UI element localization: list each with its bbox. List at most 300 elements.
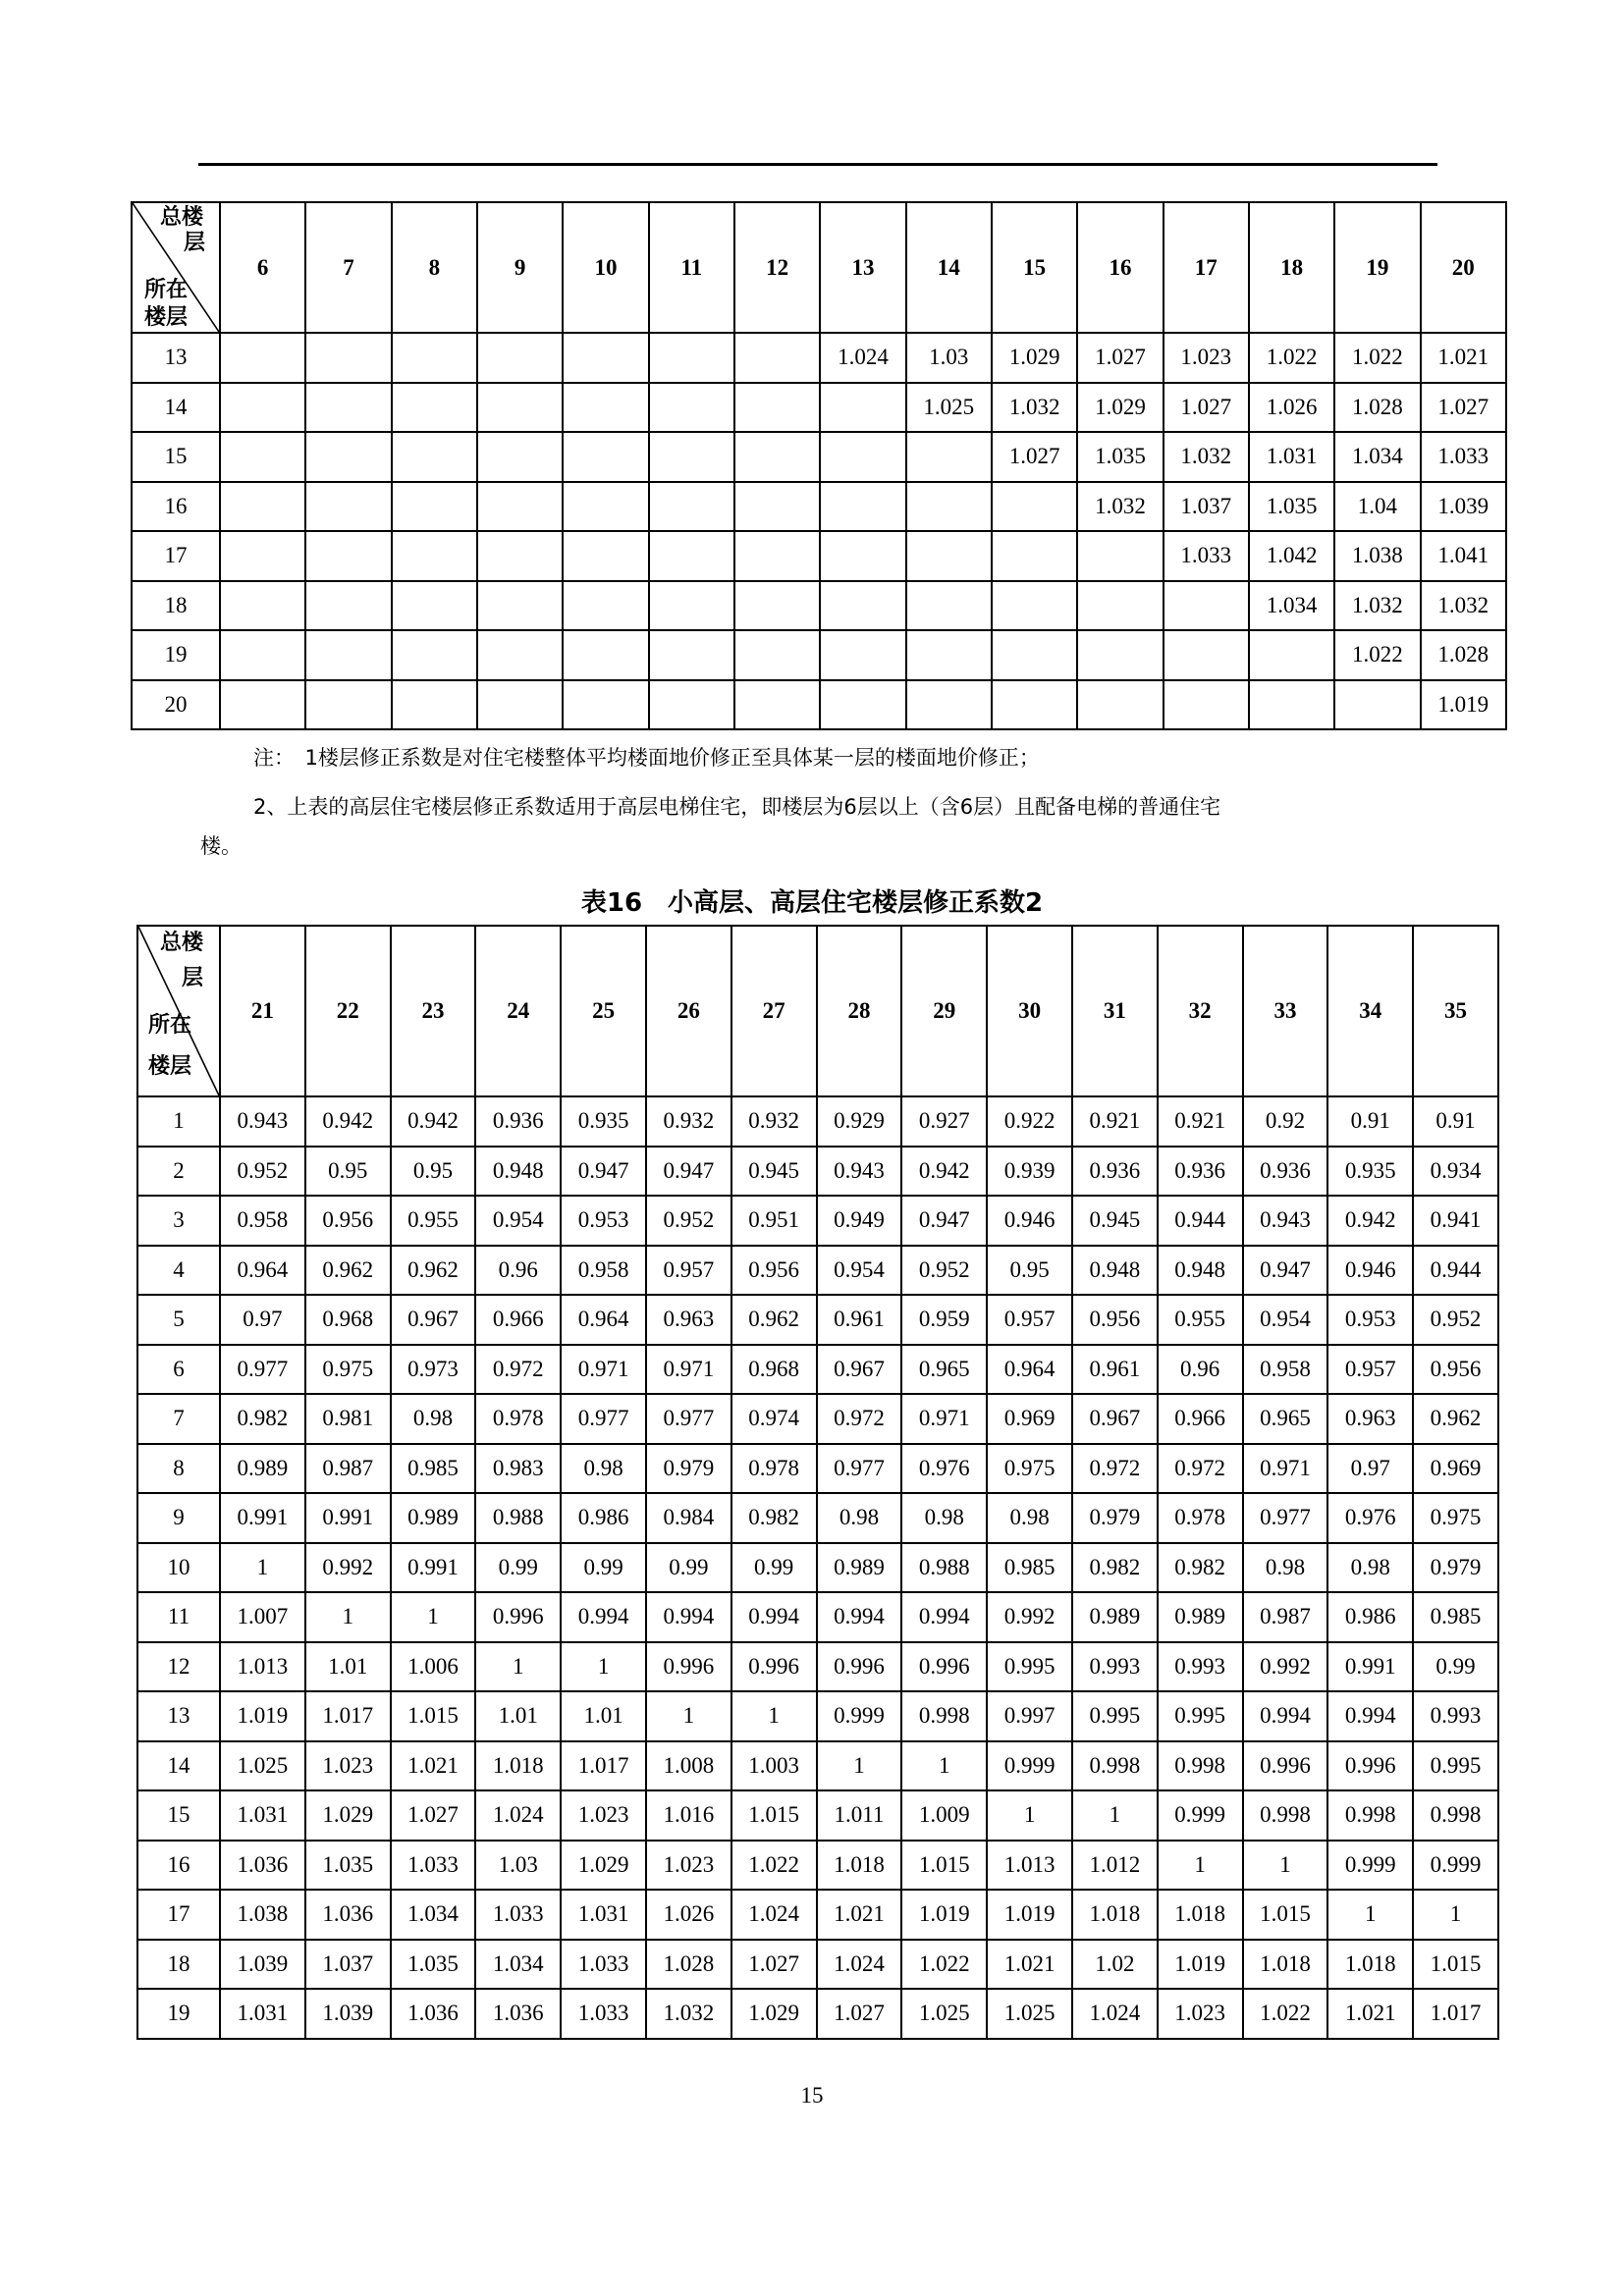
table-row xyxy=(137,1989,1498,2039)
row-header-floor: 10 xyxy=(137,1543,220,1593)
coefficient-cell: 0.979 xyxy=(646,1444,731,1494)
coefficient-cell: 1.032 xyxy=(1421,581,1506,631)
coefficient-cell: 1.021 xyxy=(1421,333,1506,383)
coefficient-cell xyxy=(392,531,477,581)
coefficient-cell: 0.978 xyxy=(731,1444,817,1494)
coefficient-cell: 1.008 xyxy=(646,1741,731,1791)
coefficient-cell: 1.022 xyxy=(1334,630,1420,680)
coefficient-cell: 0.977 xyxy=(561,1394,646,1444)
coefficient-cell xyxy=(563,432,648,482)
column-header-total-floors: 11 xyxy=(649,202,734,333)
coefficient-cell: 0.989 xyxy=(1072,1592,1158,1642)
coefficient-cell xyxy=(820,482,905,532)
coefficient-cell: 0.947 xyxy=(1243,1246,1328,1296)
coefficient-cell: 0.939 xyxy=(987,1147,1072,1197)
coefficient-cell: 0.996 xyxy=(475,1592,561,1642)
coefficient-cell: 0.996 xyxy=(646,1642,731,1692)
coefficient-cell xyxy=(820,581,905,631)
coefficient-cell: 1.03 xyxy=(475,1841,561,1891)
coefficient-cell: 1.036 xyxy=(475,1989,561,2039)
corner-label-current-floor: 所在 xyxy=(148,1013,192,1038)
header-rule xyxy=(198,163,1437,166)
coefficient-cell: 0.979 xyxy=(1413,1543,1498,1593)
coefficient-cell: 0.975 xyxy=(1413,1493,1498,1543)
coefficient-cell: 0.989 xyxy=(220,1444,305,1494)
corner-label-current-floor: 楼层 xyxy=(144,305,189,330)
coefficient-cell xyxy=(649,383,734,433)
column-header-total-floors: 35 xyxy=(1413,926,1498,1096)
coefficient-cell xyxy=(305,531,391,581)
coefficient-cell: 0.991 xyxy=(391,1543,476,1593)
coefficient-cell: 0.999 xyxy=(987,1741,1072,1791)
coefficient-cell: 1.027 xyxy=(731,1940,817,1990)
table-row xyxy=(137,1691,1498,1741)
table-row xyxy=(137,1940,1498,1990)
row-header-floor: 18 xyxy=(137,1940,220,1990)
column-header-total-floors: 14 xyxy=(906,202,992,333)
coefficient-cell: 0.971 xyxy=(901,1394,987,1444)
table-row xyxy=(137,1196,1498,1246)
coefficient-cell: 0.989 xyxy=(817,1543,902,1593)
coefficient-cell: 1.035 xyxy=(305,1841,391,1891)
coefficient-cell xyxy=(649,531,734,581)
table-row xyxy=(137,1890,1498,1940)
coefficient-cell: 1.027 xyxy=(817,1989,902,2039)
coefficient-cell xyxy=(649,581,734,631)
coefficient-cell xyxy=(392,680,477,730)
coefficient-cell: 1.035 xyxy=(1249,482,1334,532)
coefficient-cell: 1.032 xyxy=(1334,581,1420,631)
coefficient-cell: 1.02 xyxy=(1072,1940,1158,1990)
row-header-floor: 14 xyxy=(137,1741,220,1791)
coefficient-cell: 0.942 xyxy=(305,1096,391,1147)
coefficient-cell: 1.017 xyxy=(305,1691,391,1741)
table-row xyxy=(137,1790,1498,1841)
row-header-floor: 8 xyxy=(137,1444,220,1494)
coefficient-cell: 1.018 xyxy=(1072,1890,1158,1940)
coefficient-cell: 0.994 xyxy=(646,1592,731,1642)
coefficient-cell: 1.024 xyxy=(475,1790,561,1841)
coefficient-cell xyxy=(220,432,305,482)
coefficient-cell xyxy=(477,630,563,680)
coefficient-cell: 0.943 xyxy=(1243,1196,1328,1246)
coefficient-cell: 1.022 xyxy=(1243,1989,1328,2039)
coefficient-cell: 1.01 xyxy=(475,1691,561,1741)
coefficient-cell: 1.031 xyxy=(1249,432,1334,482)
coefficient-cell: 0.952 xyxy=(1413,1295,1498,1345)
coefficient-cell: 0.932 xyxy=(646,1096,731,1147)
coefficient-cell: 1.019 xyxy=(987,1890,1072,1940)
coefficient-cell: 1.031 xyxy=(561,1890,646,1940)
coefficient-cell: 1.023 xyxy=(561,1790,646,1841)
row-header-floor: 16 xyxy=(137,1841,220,1891)
coefficient-cell: 0.993 xyxy=(1413,1691,1498,1741)
column-header-total-floors: 18 xyxy=(1249,202,1334,333)
column-header-total-floors: 32 xyxy=(1158,926,1243,1096)
coefficient-cell: 1.013 xyxy=(220,1642,305,1692)
row-header-floor: 9 xyxy=(137,1493,220,1543)
coefficient-cell: 0.947 xyxy=(901,1196,987,1246)
coefficient-cell: 1.015 xyxy=(901,1841,987,1891)
coefficient-cell: 0.988 xyxy=(475,1493,561,1543)
row-header-floor: 15 xyxy=(137,1790,220,1841)
coefficient-cell: 0.969 xyxy=(1413,1444,1498,1494)
coefficient-cell: 1.013 xyxy=(987,1841,1072,1891)
coefficient-cell xyxy=(220,581,305,631)
coefficient-cell xyxy=(992,680,1077,730)
coefficient-cell: 1.032 xyxy=(646,1989,731,2039)
coefficient-cell: 0.982 xyxy=(731,1493,817,1543)
coefficient-cell: 1.034 xyxy=(391,1890,476,1940)
coefficient-cell: 0.996 xyxy=(731,1642,817,1692)
coefficient-cell: 0.952 xyxy=(901,1246,987,1296)
coefficient-cell: 1.035 xyxy=(1077,432,1163,482)
coefficient-cell: 1.015 xyxy=(1243,1890,1328,1940)
coefficient-cell: 1.039 xyxy=(220,1940,305,1990)
coefficient-cell: 1 xyxy=(1072,1790,1158,1841)
coefficient-cell xyxy=(734,630,820,680)
coefficient-cell: 0.95 xyxy=(987,1246,1072,1296)
coefficient-cell: 0.945 xyxy=(1072,1196,1158,1246)
coefficient-cell xyxy=(220,630,305,680)
coefficient-cell xyxy=(649,680,734,730)
coefficient-cell: 1.021 xyxy=(391,1741,476,1791)
coefficient-cell: 0.994 xyxy=(901,1592,987,1642)
coefficient-cell: 0.997 xyxy=(987,1691,1072,1741)
column-header-total-floors: 16 xyxy=(1077,202,1163,333)
row-header-floor: 15 xyxy=(132,432,220,482)
coefficient-cell xyxy=(906,432,992,482)
coefficient-cell xyxy=(305,680,391,730)
coefficient-cell: 0.959 xyxy=(901,1295,987,1345)
coefficient-cell: 0.943 xyxy=(817,1147,902,1197)
coefficient-cell: 0.977 xyxy=(646,1394,731,1444)
row-header-floor: 13 xyxy=(132,333,220,383)
coefficient-cell: 0.921 xyxy=(1072,1096,1158,1147)
coefficient-cell: 0.961 xyxy=(1072,1345,1158,1395)
coefficient-cell: 0.98 xyxy=(817,1493,902,1543)
coefficient-cell: 0.99 xyxy=(1413,1642,1498,1692)
coefficient-cell xyxy=(820,531,905,581)
column-header-total-floors: 21 xyxy=(220,926,305,1096)
coefficient-cell xyxy=(392,432,477,482)
coefficient-cell: 0.972 xyxy=(1158,1444,1243,1494)
coefficient-cell xyxy=(563,333,648,383)
coefficient-cell: 1.034 xyxy=(475,1940,561,1990)
row-header-floor: 19 xyxy=(132,630,220,680)
table-row xyxy=(137,1741,1498,1791)
coefficient-cell: 0.98 xyxy=(1327,1543,1413,1593)
coefficient-cell: 0.91 xyxy=(1327,1096,1413,1147)
row-header-floor: 12 xyxy=(137,1642,220,1692)
coefficient-cell: 0.982 xyxy=(220,1394,305,1444)
coefficient-cell: 0.963 xyxy=(646,1295,731,1345)
coefficient-cell: 0.992 xyxy=(987,1592,1072,1642)
row-header-floor: 5 xyxy=(137,1295,220,1345)
coefficient-cell: 1.038 xyxy=(220,1890,305,1940)
coefficient-cell: 1.034 xyxy=(1249,581,1334,631)
coefficient-cell: 1.006 xyxy=(391,1642,476,1692)
column-header-total-floors: 13 xyxy=(820,202,905,333)
coefficient-cell: 0.964 xyxy=(220,1246,305,1296)
coefficient-cell xyxy=(649,482,734,532)
coefficient-cell: 0.98 xyxy=(391,1394,476,1444)
coefficient-cell: 0.954 xyxy=(475,1196,561,1246)
row-header-floor: 18 xyxy=(132,581,220,631)
coefficient-cell: 1.022 xyxy=(901,1940,987,1990)
column-header-total-floors: 15 xyxy=(992,202,1077,333)
coefficient-cell: 0.955 xyxy=(1158,1295,1243,1345)
coefficient-cell: 1.01 xyxy=(305,1642,391,1692)
coefficient-cell: 1.027 xyxy=(1164,383,1249,433)
table-row xyxy=(132,432,1506,482)
coefficient-cell xyxy=(906,482,992,532)
coefficient-cell: 0.993 xyxy=(1072,1642,1158,1692)
coefficient-cell: 0.98 xyxy=(561,1444,646,1494)
coefficient-cell: 1 xyxy=(731,1691,817,1741)
coefficient-cell: 1.036 xyxy=(391,1989,476,2039)
row-header-floor: 20 xyxy=(132,680,220,730)
coefficient-cell xyxy=(563,581,648,631)
coefficient-cell: 0.957 xyxy=(987,1295,1072,1345)
column-header-total-floors: 34 xyxy=(1327,926,1413,1096)
coefficient-cell: 0.936 xyxy=(1072,1147,1158,1197)
coefficient-cell: 1.011 xyxy=(817,1790,902,1841)
table-row xyxy=(132,531,1506,581)
coefficient-cell: 0.973 xyxy=(391,1345,476,1395)
corner-label-total-floors: 层 xyxy=(182,966,204,990)
row-header-floor: 4 xyxy=(137,1246,220,1296)
coefficient-cell: 1.003 xyxy=(731,1741,817,1791)
coefficient-cell: 0.972 xyxy=(817,1394,902,1444)
coefficient-cell: 0.98 xyxy=(1243,1543,1328,1593)
column-header-total-floors: 25 xyxy=(561,926,646,1096)
coefficient-cell: 1.019 xyxy=(901,1890,987,1940)
coefficient-cell: 1.018 xyxy=(1158,1890,1243,1940)
coefficient-cell: 0.975 xyxy=(305,1345,391,1395)
coefficient-cell: 0.942 xyxy=(391,1096,476,1147)
coefficient-cell xyxy=(820,630,905,680)
coefficient-cell: 0.944 xyxy=(1158,1196,1243,1246)
coefficient-cell xyxy=(220,680,305,730)
coefficient-cell: 0.998 xyxy=(901,1691,987,1741)
coefficient-cell xyxy=(734,383,820,433)
coefficient-cell: 1.028 xyxy=(1421,630,1506,680)
coefficient-cell: 0.996 xyxy=(817,1642,902,1692)
column-header-total-floors: 24 xyxy=(475,926,561,1096)
coefficient-cell xyxy=(220,482,305,532)
coefficient-cell: 0.96 xyxy=(1158,1345,1243,1395)
coefficient-cell: 0.936 xyxy=(1158,1147,1243,1197)
coefficient-cell: 1.031 xyxy=(220,1790,305,1841)
coefficient-cell: 1 xyxy=(220,1543,305,1593)
coefficient-cell: 1.039 xyxy=(305,1989,391,2039)
coefficient-cell: 0.972 xyxy=(475,1345,561,1395)
coefficient-cell: 1.025 xyxy=(901,1989,987,2039)
coefficient-cell xyxy=(1164,630,1249,680)
coefficient-cell: 0.963 xyxy=(1327,1394,1413,1444)
coefficient-cell: 1.033 xyxy=(1421,432,1506,482)
corner-header-cell xyxy=(132,202,220,333)
coefficient-cell: 0.995 xyxy=(1413,1741,1498,1791)
coefficient-cell: 1.039 xyxy=(1421,482,1506,532)
coefficient-cell xyxy=(392,581,477,631)
coefficient-cell: 0.967 xyxy=(391,1295,476,1345)
coefficient-cell: 0.962 xyxy=(305,1246,391,1296)
coefficient-cell: 1.036 xyxy=(220,1841,305,1891)
coefficient-cell: 1.024 xyxy=(817,1940,902,1990)
coefficient-cell: 0.96 xyxy=(475,1246,561,1296)
coefficient-cell: 0.999 xyxy=(817,1691,902,1741)
coefficient-cell: 1.012 xyxy=(1072,1841,1158,1891)
coefficient-cell: 0.999 xyxy=(1413,1841,1498,1891)
coefficient-cell xyxy=(734,432,820,482)
coefficient-cell: 1.018 xyxy=(475,1741,561,1791)
coefficient-cell: 0.985 xyxy=(987,1543,1072,1593)
column-header-total-floors: 28 xyxy=(817,926,902,1096)
coefficient-cell: 0.92 xyxy=(1243,1096,1328,1147)
coefficient-cell: 1.041 xyxy=(1421,531,1506,581)
coefficient-cell xyxy=(477,680,563,730)
table-row xyxy=(132,630,1506,680)
coefficient-cell: 0.958 xyxy=(1243,1345,1328,1395)
coefficient-cell: 0.969 xyxy=(987,1394,1072,1444)
coefficient-cell: 1.03 xyxy=(906,333,992,383)
coefficient-cell: 0.97 xyxy=(220,1295,305,1345)
coefficient-cell: 1.027 xyxy=(1077,333,1163,383)
row-header-floor: 2 xyxy=(137,1147,220,1197)
coefficient-cell xyxy=(477,482,563,532)
coefficient-cell: 0.944 xyxy=(1413,1246,1498,1296)
coefficient-cell: 1.029 xyxy=(731,1989,817,2039)
coefficient-cell: 1.038 xyxy=(1334,531,1420,581)
table-row xyxy=(132,333,1506,383)
coefficient-cell xyxy=(992,531,1077,581)
floor-coefficient-table-2 xyxy=(136,925,1499,2040)
coefficient-cell xyxy=(392,333,477,383)
coefficient-cell xyxy=(392,383,477,433)
coefficient-cell: 0.964 xyxy=(987,1345,1072,1395)
row-header-floor: 11 xyxy=(137,1592,220,1642)
coefficient-cell: 1.033 xyxy=(475,1890,561,1940)
coefficient-cell: 0.982 xyxy=(1072,1543,1158,1593)
coefficient-cell: 1.028 xyxy=(1334,383,1420,433)
coefficient-cell: 0.985 xyxy=(1413,1592,1498,1642)
coefficient-cell xyxy=(1077,680,1163,730)
column-header-total-floors: 6 xyxy=(220,202,305,333)
coefficient-cell: 0.946 xyxy=(987,1196,1072,1246)
column-header-total-floors: 29 xyxy=(901,926,987,1096)
table-caption: 表16 小高层、高层住宅楼层修正系数2 xyxy=(580,888,1044,918)
row-header-floor: 13 xyxy=(137,1691,220,1741)
coefficient-cell: 0.99 xyxy=(561,1543,646,1593)
coefficient-cell: 0.971 xyxy=(1243,1444,1328,1494)
floor-coefficient-table-1 xyxy=(131,201,1507,730)
coefficient-cell: 1.027 xyxy=(1421,383,1506,433)
column-header-total-floors: 20 xyxy=(1421,202,1506,333)
coefficient-cell: 1.029 xyxy=(305,1790,391,1841)
coefficient-cell: 0.999 xyxy=(1158,1790,1243,1841)
coefficient-cell: 0.965 xyxy=(901,1345,987,1395)
coefficient-cell: 0.95 xyxy=(305,1147,391,1197)
note-line-3: 楼。 xyxy=(200,834,242,858)
coefficient-cell xyxy=(820,432,905,482)
coefficient-cell xyxy=(305,333,391,383)
column-header-total-floors: 7 xyxy=(305,202,391,333)
coefficient-cell: 1.035 xyxy=(391,1940,476,1990)
coefficient-cell: 0.998 xyxy=(1072,1741,1158,1791)
column-header-total-floors: 26 xyxy=(646,926,731,1096)
row-header-floor: 17 xyxy=(132,531,220,581)
coefficient-cell: 1.019 xyxy=(220,1691,305,1741)
coefficient-cell: 1.033 xyxy=(391,1841,476,1891)
coefficient-cell xyxy=(220,333,305,383)
table-row xyxy=(132,482,1506,532)
column-header-total-floors: 17 xyxy=(1164,202,1249,333)
coefficient-cell: 1 xyxy=(475,1642,561,1692)
coefficient-cell: 0.989 xyxy=(391,1493,476,1543)
coefficient-cell: 0.956 xyxy=(1072,1295,1158,1345)
coefficient-cell: 1.023 xyxy=(1164,333,1249,383)
coefficient-cell: 1 xyxy=(391,1592,476,1642)
column-header-total-floors: 12 xyxy=(734,202,820,333)
coefficient-cell: 1.024 xyxy=(820,333,905,383)
coefficient-cell: 1.01 xyxy=(561,1691,646,1741)
coefficient-cell xyxy=(734,531,820,581)
coefficient-cell: 0.954 xyxy=(817,1246,902,1296)
coefficient-cell: 0.988 xyxy=(901,1543,987,1593)
coefficient-cell: 0.943 xyxy=(220,1096,305,1147)
coefficient-cell: 1.04 xyxy=(1334,482,1420,532)
coefficient-cell: 1.025 xyxy=(220,1741,305,1791)
coefficient-cell xyxy=(477,383,563,433)
coefficient-cell: 0.984 xyxy=(646,1493,731,1543)
table-row xyxy=(137,1246,1498,1296)
coefficient-cell xyxy=(563,531,648,581)
coefficient-cell: 0.986 xyxy=(561,1493,646,1543)
coefficient-cell: 0.995 xyxy=(1158,1691,1243,1741)
coefficient-cell xyxy=(649,432,734,482)
table-row xyxy=(132,581,1506,631)
coefficient-cell: 0.991 xyxy=(220,1493,305,1543)
coefficient-cell: 0.978 xyxy=(1158,1493,1243,1543)
row-header-floor: 19 xyxy=(137,1989,220,2039)
coefficient-cell: 1.028 xyxy=(646,1940,731,1990)
table-row xyxy=(137,1295,1498,1345)
coefficient-cell: 0.996 xyxy=(901,1642,987,1692)
coefficient-cell: 0.971 xyxy=(646,1345,731,1395)
coefficient-cell: 0.935 xyxy=(561,1096,646,1147)
coefficient-cell xyxy=(906,581,992,631)
coefficient-cell: 0.945 xyxy=(731,1147,817,1197)
corner-label-total-floors: 层 xyxy=(184,231,206,255)
coefficient-cell: 1.018 xyxy=(817,1841,902,1891)
coefficient-cell: 1.027 xyxy=(992,432,1077,482)
coefficient-cell xyxy=(734,581,820,631)
coefficient-cell: 0.994 xyxy=(561,1592,646,1642)
corner-label-total-floors: 总楼 xyxy=(160,205,204,230)
coefficient-cell: 1.033 xyxy=(561,1989,646,2039)
coefficient-cell: 1.017 xyxy=(1413,1989,1498,2039)
coefficient-cell xyxy=(305,630,391,680)
coefficient-cell: 0.955 xyxy=(391,1196,476,1246)
coefficient-cell: 0.957 xyxy=(646,1246,731,1296)
coefficient-cell: 0.99 xyxy=(475,1543,561,1593)
coefficient-cell: 0.966 xyxy=(1158,1394,1243,1444)
coefficient-cell: 1.037 xyxy=(1164,482,1249,532)
coefficient-cell: 0.994 xyxy=(731,1592,817,1642)
coefficient-cell: 0.962 xyxy=(1413,1394,1498,1444)
